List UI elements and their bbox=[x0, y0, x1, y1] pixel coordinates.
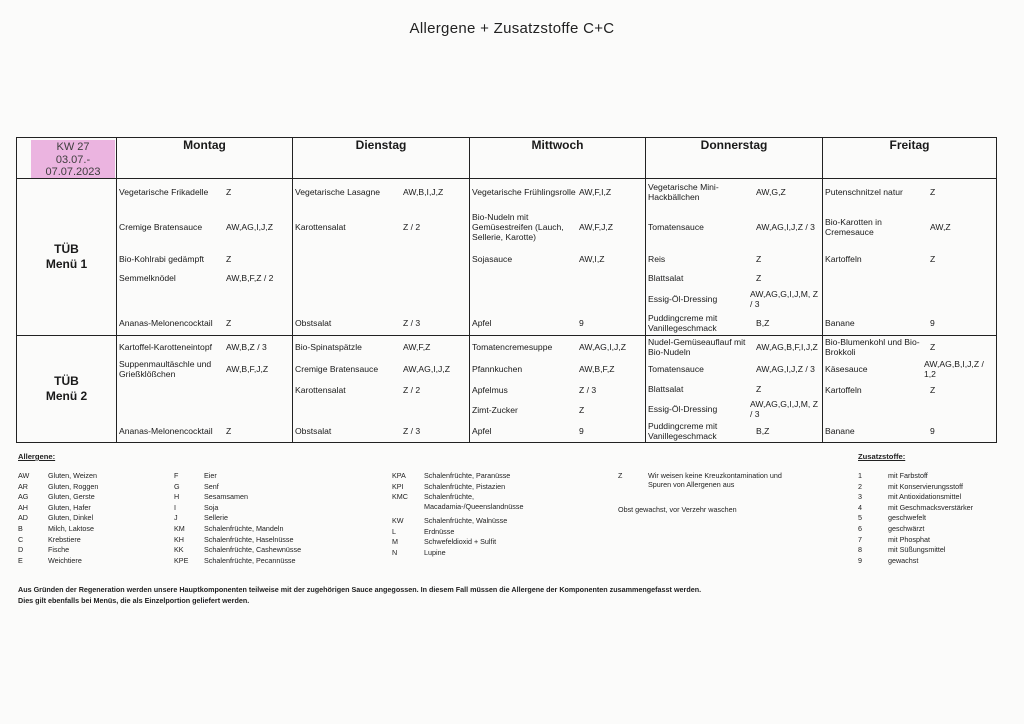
dish-line bbox=[293, 311, 469, 335]
dish-name: Bio-Kohlrabi gedämpft bbox=[119, 254, 205, 264]
legend-entry bbox=[858, 471, 928, 480]
legend-text: mit Antioxidationsmittel bbox=[888, 492, 962, 502]
dish-line bbox=[470, 380, 645, 400]
dish-name: Bio-Nudeln mit Gemüsestreifen (Lauch, Sellerie, Karotte) bbox=[472, 212, 564, 242]
dish-line bbox=[117, 336, 292, 358]
dish-line bbox=[823, 249, 996, 269]
dish-line bbox=[293, 420, 469, 442]
allergen-codes: Z bbox=[579, 405, 585, 415]
dish-name: Banane bbox=[825, 426, 855, 436]
legend-text: Erdnüsse bbox=[424, 526, 455, 536]
menu-label-1 bbox=[17, 179, 117, 336]
dish-line bbox=[293, 358, 469, 380]
legend-entry bbox=[858, 556, 918, 565]
menu-2-day-2 bbox=[293, 336, 470, 443]
allergen-codes: Z bbox=[930, 254, 936, 264]
zusatzstoffe-heading: Zusatzstoffe: bbox=[858, 452, 906, 461]
dish-line bbox=[117, 420, 292, 442]
legend-entry bbox=[18, 545, 69, 554]
legend-code: AH bbox=[18, 502, 28, 512]
week-highlight bbox=[31, 140, 115, 178]
dish-name: Sojasauce bbox=[472, 254, 513, 264]
dish-name: Blattsalat bbox=[648, 384, 684, 394]
legend-code: L bbox=[392, 526, 396, 536]
legend-text: mit Geschmacksverstärker bbox=[888, 502, 974, 512]
dish-name: Vegetarische Frühlingsrolle bbox=[472, 187, 576, 197]
legend-code: 3 bbox=[858, 492, 862, 502]
allergen-codes: AW,B,F,Z bbox=[579, 364, 615, 374]
dish-line bbox=[646, 380, 822, 398]
dish-line bbox=[823, 205, 996, 249]
legend-text: Schalenfrüchte, Cashewnüsse bbox=[204, 545, 302, 555]
legend-text: Soja bbox=[204, 502, 219, 512]
legend-entry bbox=[858, 524, 924, 533]
dish-name: Tomatensauce bbox=[648, 364, 704, 374]
legend-code: KW bbox=[392, 516, 404, 525]
legend-text: Eier bbox=[204, 471, 217, 480]
dish-name: Cremige Bratensauce bbox=[295, 364, 379, 374]
legend-code: 1 bbox=[858, 471, 862, 480]
dish-line bbox=[117, 287, 292, 311]
dish-line bbox=[470, 179, 645, 205]
allergen-codes: AW,I,Z bbox=[579, 254, 605, 264]
dish-line bbox=[646, 205, 822, 249]
dish-name: Obstsalat bbox=[295, 318, 332, 328]
dish-name: Apfel bbox=[472, 318, 492, 328]
legend-code: B bbox=[18, 524, 23, 533]
legend-text: Lupine bbox=[424, 547, 446, 557]
legend-entry bbox=[858, 503, 973, 512]
allergen-codes: Z / 2 bbox=[403, 385, 421, 395]
dish-line bbox=[823, 336, 996, 358]
legend-text: Schalenfrüchte, Pistazien bbox=[424, 481, 506, 491]
allergen-codes: AW,AG,G,I,J,M, Z / 3 bbox=[750, 399, 818, 419]
legend-entry bbox=[18, 471, 97, 480]
allergen-codes: AW,AG,I,J,Z / 3 bbox=[756, 222, 815, 232]
allergen-codes: AW,B,F,Z / 2 bbox=[226, 273, 274, 283]
legend-entry bbox=[174, 513, 228, 522]
menu-2-day-1 bbox=[117, 336, 293, 443]
dish-name: Essig-Öl-Dressing bbox=[648, 294, 718, 304]
allergen-codes: AW,B,I,J,Z bbox=[403, 187, 444, 197]
legend-text: Sesamsamen bbox=[204, 492, 248, 502]
dish-line bbox=[293, 400, 469, 420]
menu-2-day-3 bbox=[470, 336, 646, 443]
legend-entry bbox=[174, 524, 284, 533]
dish-name: Pfannkuchen bbox=[472, 364, 523, 374]
dish-line bbox=[646, 287, 822, 311]
legend-text: Schalenfrüchte, Macadamia-/Queenslandnüsse bbox=[424, 492, 524, 511]
dish-name: Vegetarische Mini-Hackbällchen bbox=[648, 182, 719, 202]
legend-entry bbox=[18, 513, 93, 522]
legend-text: Gluten, Hafer bbox=[48, 502, 91, 512]
legend-entry bbox=[18, 535, 81, 544]
legend-entry bbox=[174, 503, 218, 512]
legend-text: Gluten, Dinkel bbox=[48, 513, 94, 523]
menu-1-day-5 bbox=[823, 179, 997, 336]
legend-text: mit Phosphat bbox=[888, 534, 930, 544]
legend-entry bbox=[174, 545, 301, 554]
dish-line bbox=[646, 179, 822, 205]
dish-line bbox=[117, 311, 292, 335]
menu-1-day-1 bbox=[117, 179, 293, 336]
dish-line bbox=[823, 400, 996, 420]
allergen-codes: 9 bbox=[579, 318, 584, 328]
dish-line bbox=[823, 420, 996, 442]
dish-line bbox=[470, 400, 645, 420]
allergen-codes: Z bbox=[226, 426, 232, 436]
allergen-codes: Z bbox=[756, 384, 762, 394]
dish-name: Blattsalat bbox=[648, 273, 684, 283]
page-title: Allergene + Zusatzstoffe C+C bbox=[409, 20, 615, 37]
menu-2-day-5 bbox=[823, 336, 997, 443]
legend-code: KPE bbox=[174, 555, 189, 565]
dish-line bbox=[470, 420, 645, 442]
legend-code: 4 bbox=[858, 502, 862, 512]
dish-name: Cremige Bratensauce bbox=[119, 222, 203, 232]
dish-line bbox=[470, 358, 645, 380]
dish-line bbox=[646, 358, 822, 380]
legend-entry bbox=[174, 556, 296, 565]
dish-name: Suppenmaultäschle und Grießklößchen bbox=[119, 359, 212, 379]
allergen-codes: AW,AG,I,J,Z bbox=[579, 342, 626, 352]
dish-name: Ananas-Melonencocktail bbox=[119, 318, 213, 328]
menu-table bbox=[16, 137, 997, 443]
dish-line bbox=[823, 311, 996, 335]
allergen-codes: Z bbox=[756, 273, 762, 283]
dish-line bbox=[117, 249, 292, 269]
legend-text: geschwärzt bbox=[888, 524, 925, 533]
dish-line bbox=[823, 179, 996, 205]
dish-name: Karottensalat bbox=[295, 385, 346, 395]
day-header-dienstag: Dienstag bbox=[293, 138, 470, 179]
dish-line bbox=[470, 249, 645, 269]
header-row bbox=[17, 138, 997, 179]
legend-text: Schalenfrüchte, Haselnüsse bbox=[204, 534, 294, 544]
allergen-codes: AW,B,F,J,Z bbox=[226, 364, 269, 374]
dish-name: Nudel-Gemüseauflauf mit Bio-Nudeln bbox=[648, 337, 746, 357]
week-cell bbox=[17, 138, 117, 179]
dish-line bbox=[646, 420, 822, 442]
legend-text: Senf bbox=[204, 481, 219, 491]
legend-entry bbox=[18, 556, 82, 565]
legend-text: Gluten, Roggen bbox=[48, 481, 99, 491]
dish-line bbox=[293, 380, 469, 400]
legend-code: AR bbox=[18, 481, 28, 491]
legend-entry bbox=[18, 492, 95, 501]
dish-line bbox=[823, 380, 996, 400]
legend-code: 5 bbox=[858, 513, 862, 523]
dish-name: Zimt-Zucker bbox=[472, 405, 518, 415]
dish-name: Reis bbox=[648, 254, 666, 264]
legend-code: KH bbox=[174, 534, 184, 544]
legend-text: Schalenfrüchte, Walnüsse bbox=[424, 516, 508, 525]
dish-name: Banane bbox=[825, 318, 855, 328]
week-from: 03.07.- bbox=[55, 153, 91, 166]
dish-name: Puddingcreme mit Vanillegeschmack bbox=[648, 421, 718, 441]
legend-code: N bbox=[392, 547, 398, 557]
dish-name: Bio-Spinatspätzle bbox=[295, 342, 362, 352]
legend-text: Krebstiere bbox=[48, 534, 81, 544]
allergen-codes: AW,AG,B,I,J,Z / 1,2 bbox=[924, 359, 984, 379]
allergen-codes: Z / 3 bbox=[579, 385, 597, 395]
dish-line bbox=[293, 179, 469, 205]
legend-code: C bbox=[18, 534, 24, 544]
allergene-heading: Allergene: bbox=[18, 452, 56, 461]
dish-line bbox=[117, 205, 292, 249]
legend-entry bbox=[858, 513, 926, 522]
legend-code: 8 bbox=[858, 545, 862, 555]
legend-text: Gluten, Weizen bbox=[48, 471, 98, 480]
legend-code: H bbox=[174, 492, 180, 502]
legend-entry bbox=[174, 535, 294, 544]
legend-text: Schalenfrüchte, Mandeln bbox=[204, 524, 284, 533]
dish-line bbox=[646, 398, 822, 420]
dish-name: Putenschnitzel natur bbox=[825, 187, 903, 197]
z-code: Z bbox=[618, 471, 623, 480]
dish-name: Essig-Öl-Dressing bbox=[648, 404, 718, 414]
legend-text: Schwefeldioxid + Sulfit bbox=[424, 537, 497, 547]
menu-row-1 bbox=[17, 179, 997, 336]
allergen-codes: Z bbox=[226, 254, 232, 264]
dish-line bbox=[646, 311, 822, 335]
dish-line bbox=[293, 205, 469, 249]
allergen-codes: AW,G,Z bbox=[756, 187, 786, 197]
legend-text: geschwefelt bbox=[888, 513, 926, 523]
dish-line bbox=[293, 336, 469, 358]
footnote-2: Dies gilt ebenfalls bei Menüs, die als Einzelportion geliefert werden. bbox=[18, 596, 250, 605]
allergen-codes: 9 bbox=[930, 318, 935, 328]
legend-code: F bbox=[174, 471, 179, 480]
dish-name: Käsesauce bbox=[825, 364, 868, 374]
allergen-codes: AW,AG,G,I,J,M, Z / 3 bbox=[750, 289, 818, 309]
legend-text: mit Farbstoff bbox=[888, 471, 928, 480]
legend-text: Fische bbox=[48, 545, 70, 555]
legend-text: Schalenfrüchte, Paranüsse bbox=[424, 471, 511, 480]
allergen-codes: Z bbox=[226, 187, 232, 197]
allergen-codes: AW,AG,I,J,Z bbox=[403, 364, 450, 374]
dish-line bbox=[646, 336, 822, 358]
allergen-codes: AW,B,Z / 3 bbox=[226, 342, 267, 352]
dish-name: Semmelknödel bbox=[119, 273, 176, 283]
legend-code: AG bbox=[18, 492, 29, 502]
dish-name: Apfel bbox=[472, 426, 492, 436]
footnote-1: Aus Gründen der Regeneration werden unsere Hauptkomponenten teilweise mit der zugehörigen Sauce angegossen. In diesem Fall müssen die Allergene der Komponenten zusammengefasst werden. bbox=[18, 585, 702, 594]
dish-line bbox=[470, 336, 645, 358]
legend-entry bbox=[174, 492, 248, 501]
allergen-codes: Z / 2 bbox=[403, 222, 421, 232]
legend-text: Milch, Laktose bbox=[48, 524, 94, 533]
allergen-codes: AW,AG,B,F,I,J,Z bbox=[756, 342, 818, 352]
legend-text: mit Süßungsmittel bbox=[888, 545, 946, 555]
dish-name: Kartoffeln bbox=[825, 254, 862, 264]
dish-line bbox=[823, 269, 996, 311]
allergen-codes: Z / 3 bbox=[403, 426, 421, 436]
allergen-codes: Z bbox=[756, 254, 762, 264]
legend-text: Weichtiere bbox=[48, 555, 82, 565]
legend-code: 2 bbox=[858, 481, 862, 491]
allergen-codes: AW,AG,I,J,Z bbox=[226, 222, 273, 232]
legend-text: Gluten, Gerste bbox=[48, 492, 95, 502]
menu-label-2 bbox=[17, 336, 117, 443]
dish-line bbox=[293, 249, 469, 311]
legend-code: J bbox=[174, 513, 178, 523]
legend-text: gewachst bbox=[888, 555, 919, 565]
allergen-codes: Z bbox=[930, 187, 936, 197]
dish-name: Puddingcreme mit Vanillegeschmack bbox=[648, 313, 718, 333]
legend-code: G bbox=[174, 481, 180, 491]
legend-code: KM bbox=[174, 524, 185, 533]
legend-entry bbox=[18, 503, 91, 512]
dish-name: Vegetarische Frikadelle bbox=[119, 187, 209, 197]
allergen-codes: Z bbox=[226, 318, 232, 328]
legend-code: M bbox=[392, 537, 398, 547]
dish-name: Obstsalat bbox=[295, 426, 332, 436]
dish-name: Kartoffel-Karotteneintopf bbox=[119, 342, 212, 352]
menu-label-line1: TÜB bbox=[54, 374, 79, 388]
day-header-donnerstag: Donnerstag bbox=[646, 138, 823, 179]
week-to: 07.07.2023 bbox=[45, 166, 101, 178]
legend-code: 9 bbox=[858, 555, 862, 565]
dish-line bbox=[646, 269, 822, 287]
allergen-codes: AW,F,J,Z bbox=[579, 222, 614, 232]
legend-text: mit Konservierungsstoff bbox=[888, 481, 963, 491]
allergen-codes: AW,AG,I,J,Z / 3 bbox=[756, 364, 815, 374]
dish-name: Vegetarische Lasagne bbox=[295, 187, 381, 197]
day-header-mittwoch: Mittwoch bbox=[470, 138, 646, 179]
dish-line bbox=[646, 249, 822, 269]
menu-label-line2: Menü 1 bbox=[45, 257, 88, 271]
dish-line bbox=[470, 269, 645, 311]
menu-label-line1: TÜB bbox=[54, 242, 79, 256]
allergen-codes: 9 bbox=[930, 426, 935, 436]
legend-entry bbox=[174, 482, 219, 491]
dish-line bbox=[117, 269, 292, 287]
dish-name: Tomatencremesuppe bbox=[472, 342, 553, 352]
menu-1-day-3 bbox=[470, 179, 646, 336]
legend-code: I bbox=[174, 502, 176, 512]
legend-code: AD bbox=[18, 513, 28, 523]
legend-code: KK bbox=[174, 545, 184, 555]
legend-code: KPI bbox=[392, 481, 404, 491]
legend-code: KMC bbox=[392, 492, 408, 502]
dish-line bbox=[117, 358, 292, 380]
legend-entry bbox=[858, 545, 946, 554]
menu-2-day-4 bbox=[646, 336, 823, 443]
dish-name: Apfelmus bbox=[472, 385, 508, 395]
legend-code: 6 bbox=[858, 524, 862, 533]
dish-line bbox=[470, 205, 645, 249]
z-text: Wir weisen keine Kreuzkontamination und Spuren von Allergenen aus bbox=[648, 471, 782, 489]
legend-entry bbox=[18, 524, 94, 533]
legend-code: KPA bbox=[392, 471, 406, 480]
allergen-codes: 9 bbox=[579, 426, 584, 436]
allergen-codes: AW,F,I,Z bbox=[579, 187, 612, 197]
legend-entry bbox=[174, 471, 217, 480]
legend-entry bbox=[858, 535, 930, 544]
week-number: KW 27 bbox=[56, 141, 90, 153]
dish-name: Bio-Karotten in Cremesauce bbox=[825, 217, 882, 237]
legend-code: AW bbox=[18, 471, 30, 480]
allergen-codes: AW,Z bbox=[930, 222, 951, 232]
menu-1-day-4 bbox=[646, 179, 823, 336]
dish-line bbox=[117, 179, 292, 205]
dish-line bbox=[470, 311, 645, 335]
legend-code: E bbox=[18, 555, 23, 565]
dish-line bbox=[117, 380, 292, 420]
legend-code: 7 bbox=[858, 534, 862, 544]
day-header-freitag: Freitag bbox=[823, 138, 997, 179]
dish-name: Karottensalat bbox=[295, 222, 346, 232]
legend-entry bbox=[18, 482, 98, 491]
menu-label-line2: Menü 2 bbox=[45, 389, 88, 403]
legend-text: Sellerie bbox=[204, 513, 228, 523]
legend-code: D bbox=[18, 545, 24, 555]
allergen-codes: B,Z bbox=[756, 426, 770, 436]
dish-name: Ananas-Melonencocktail bbox=[119, 426, 213, 436]
allergen-codes: Z bbox=[930, 342, 936, 352]
legend-entry bbox=[858, 482, 963, 491]
legend-entry bbox=[858, 492, 961, 501]
allergen-codes: B,Z bbox=[756, 318, 770, 328]
allergen-codes: Z bbox=[930, 385, 936, 395]
allergen-codes: AW,F,Z bbox=[403, 342, 431, 352]
menu-row-2 bbox=[17, 336, 997, 443]
obst-note: Obst gewachst, vor Verzehr waschen bbox=[618, 505, 737, 514]
day-header-montag: Montag bbox=[117, 138, 293, 179]
dish-name: Tomatensauce bbox=[648, 222, 704, 232]
menu-1-day-2 bbox=[293, 179, 470, 336]
dish-line bbox=[823, 358, 996, 380]
dish-name: Bio-Blumenkohl und Bio-Brokkoli bbox=[825, 337, 920, 357]
dish-name: Kartoffeln bbox=[825, 385, 862, 395]
allergen-codes: Z / 3 bbox=[403, 318, 421, 328]
legend-text: Schalenfrüchte, Pecannüsse bbox=[204, 555, 296, 565]
